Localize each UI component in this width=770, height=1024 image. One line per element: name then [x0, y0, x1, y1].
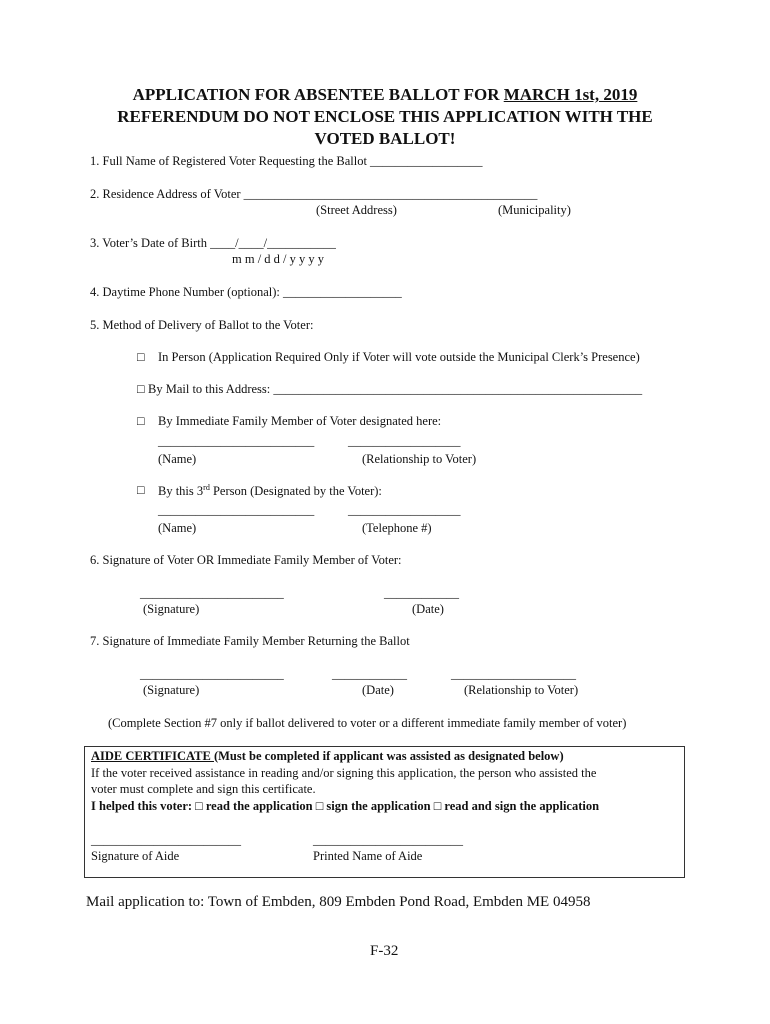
q7-signature-family-member: 7. Signature of Immediate Family Member Returning the Ballot	[90, 634, 410, 648]
section-7-note: (Complete Section #7 only if ballot delivered to voter or a different immediate family member of voter)	[108, 716, 627, 730]
third-person-phone-label: (Telephone #)	[362, 521, 432, 535]
q2-residence-address[interactable]: 2. Residence Address of Voter _______________________________________________	[90, 187, 538, 201]
option-family-member-label: By Immediate Family Member of Voter designated here:	[158, 414, 442, 428]
aide-certificate-text-2: voter must complete and sign this certificate.	[91, 782, 316, 796]
q7-signature-line[interactable]: _______________________	[140, 667, 284, 681]
q5-delivery-method: 5. Method of Delivery of Ballot to the Voter:	[90, 318, 314, 332]
aide-printed-name-label: Printed Name of Aide	[313, 849, 423, 863]
q6-date-label: (Date)	[412, 602, 444, 616]
checkbox-by-mail[interactable]: □	[137, 382, 145, 396]
checkbox-in-person[interactable]: □	[137, 350, 145, 364]
third-person-name-line[interactable]: _________________________	[158, 503, 315, 517]
checkbox-third-person[interactable]: □	[137, 483, 145, 497]
q7-relationship-line[interactable]: ____________________	[451, 667, 576, 681]
q7-date-line[interactable]: ____________	[332, 667, 407, 681]
q2-municipality-label: (Municipality)	[498, 203, 571, 217]
family-name-label: (Name)	[158, 452, 197, 466]
family-name-line[interactable]: _________________________	[158, 434, 315, 448]
title-date: MARCH 1st, 2019	[503, 85, 638, 104]
mail-application-address: Mail application to: Town of Embden, 809 Embden Pond Road, Embden ME 04958	[86, 894, 591, 910]
title-line-1: APPLICATION FOR ABSENTEE BALLOT FOR MARCH 1st, 2019	[132, 85, 638, 104]
aide-certificate-box	[84, 746, 685, 878]
option-by-mail-label[interactable]: By Mail to this Address: ___________________________________________________________	[148, 382, 643, 396]
aide-signature-line[interactable]: ________________________	[91, 833, 241, 847]
title-line-3: VOTED BALLOT!	[314, 129, 456, 148]
third-person-phone-line[interactable]: __________________	[348, 503, 461, 517]
checkbox-read[interactable]: □	[195, 799, 203, 813]
form-id: F-32	[370, 943, 399, 959]
title-line-2: REFERENDUM DO NOT ENCLOSE THIS APPLICATION WITH THE	[117, 107, 653, 126]
q6-date-line[interactable]: ____________	[384, 586, 459, 600]
q2-street-label: (Street Address)	[316, 203, 397, 217]
family-relationship-label: (Relationship to Voter)	[362, 452, 477, 466]
aide-certificate-text-1: If the voter received assistance in reading and/or signing this application, the person who assisted the	[91, 766, 597, 780]
form-title	[60, 84, 710, 150]
aide-certificate-heading: AIDE CERTIFICATE (Must be completed if applicant was assisted as designated below)	[91, 749, 564, 763]
q3-format-label: m m / d d / y y y y	[232, 252, 325, 266]
checkbox-sign[interactable]: □	[315, 799, 324, 813]
option-in-person-label: In Person (Application Required Only if Voter will vote outside the Municipal Clerk’s Presence)	[158, 350, 640, 364]
checkbox-read-and-sign[interactable]: □	[433, 799, 442, 813]
q7-date-label: (Date)	[362, 683, 394, 697]
third-person-name-label: (Name)	[158, 521, 197, 535]
q6-signature-line[interactable]: _______________________	[140, 586, 284, 600]
q3-date-of-birth[interactable]: 3. Voter’s Date of Birth ____/____/___________	[90, 236, 336, 250]
aide-printed-name-line[interactable]: ________________________	[313, 833, 463, 847]
family-relationship-line[interactable]: __________________	[348, 434, 461, 448]
q1-full-name[interactable]: 1. Full Name of Registered Voter Requesting the Ballot __________________	[90, 154, 483, 168]
aide-signature-label: Signature of Aide	[91, 849, 180, 863]
q6-signature-label: (Signature)	[143, 602, 200, 616]
q7-signature-label: (Signature)	[143, 683, 200, 697]
q6-signature-voter: 6. Signature of Voter OR Immediate Family Member of Voter:	[90, 553, 402, 567]
checkbox-family-member[interactable]: □	[137, 414, 145, 428]
q4-phone-number[interactable]: 4. Daytime Phone Number (optional): ___________________	[90, 285, 402, 299]
q7-relationship-label: (Relationship to Voter)	[464, 683, 579, 697]
aide-helped-line: I helped this voter: □ read the application □ sign the application □ read and sign the application	[91, 799, 600, 813]
option-third-person-label: By this 3rd Person (Designated by the Voter):	[158, 483, 382, 499]
